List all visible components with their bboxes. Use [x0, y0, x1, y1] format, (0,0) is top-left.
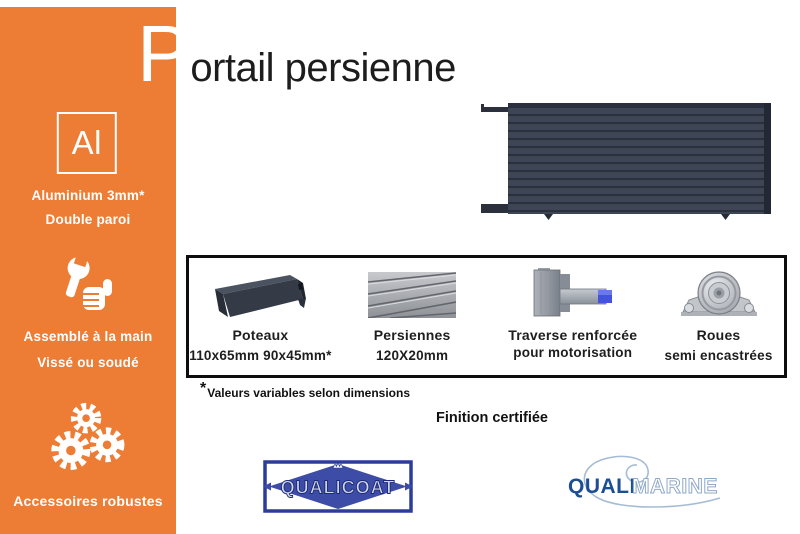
- gate-image: [481, 103, 771, 221]
- feature-roues-label: Roues: [696, 327, 741, 343]
- gate-bottom-rail: [481, 204, 509, 213]
- feature-traverse-label: Traverse renforcée: [508, 327, 638, 343]
- certification-heading: Finition certifiée: [436, 410, 548, 426]
- feature-roues-sublabel: semi encastrées: [664, 348, 773, 363]
- sidebar-assembled-label: Assemblé à la main: [23, 329, 153, 344]
- gate-wheel-right: [721, 214, 730, 220]
- wrench-hand-icon: [56, 254, 120, 318]
- poteaux-profile-image: [214, 272, 306, 318]
- gate-louvered-panel: [508, 103, 764, 214]
- qualicoat-logo: [263, 460, 413, 513]
- feature-roues: [653, 258, 784, 375]
- gate-wheel-left: [544, 214, 553, 220]
- qualimarine-wordmark-solid: QUALI: [568, 475, 636, 498]
- roues-image: [679, 266, 759, 324]
- feature-poteaux-dimensions: 110x65mm 90x45mm*: [189, 348, 332, 363]
- footnote-asterisk: *: [200, 380, 207, 397]
- aluminium-icon: [57, 112, 117, 174]
- sidebar-accessories-label: Accessoires robustes: [13, 493, 163, 509]
- qualimarine-logo: [560, 452, 745, 510]
- feature-traverse: [492, 258, 653, 375]
- persiennes-image: [368, 272, 456, 318]
- feature-persiennes-label: Persiennes: [373, 327, 451, 343]
- qualicoat-wordmark: QUALICOAT: [280, 477, 396, 498]
- gate-top-rail: [481, 107, 509, 112]
- aluminium-symbol: Al: [71, 124, 102, 161]
- gears-icon: [42, 401, 134, 481]
- title-rest: ortail persienne: [190, 46, 456, 90]
- qualimarine-wordmark-outline: MARINE: [632, 475, 718, 498]
- feature-traverse-sublabel: pour motorisation: [513, 345, 633, 360]
- footnote-text: Valeurs variables selon dimensions: [207, 386, 410, 400]
- feature-poteaux-label: Poteaux: [232, 327, 289, 343]
- sidebar-screwed-label: Vissé ou soudé: [37, 355, 139, 370]
- gate-right-post: [764, 103, 771, 214]
- traverse-image: [526, 268, 620, 322]
- feature-persiennes: [332, 258, 493, 375]
- page-title: [137, 9, 456, 98]
- title-initial: P: [137, 9, 191, 98]
- sidebar-double-paroi-label: Double paroi: [45, 212, 131, 227]
- footnote: [200, 380, 410, 402]
- feature-persiennes-dimensions: 120X20mm: [376, 348, 449, 363]
- feature-poteaux: [189, 258, 332, 375]
- features-box: [186, 255, 787, 378]
- sidebar-aluminium-label: Aluminium 3mm*: [31, 188, 145, 203]
